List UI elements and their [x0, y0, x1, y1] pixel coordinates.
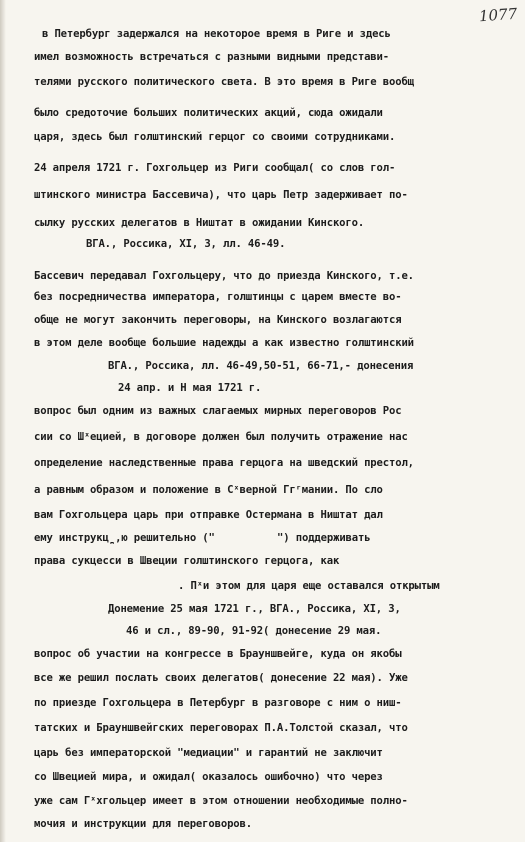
- text-line: штинского министра Бассевича), что царь Петр задерживает по-: [34, 189, 408, 201]
- text-line: царь без императорской "медиации" и гарантий не заключит: [34, 747, 383, 759]
- citation-line: 46 и сл., 89-90, 91-92( донесение 29 мая.: [126, 625, 382, 637]
- scan-edge: [0, 0, 6, 842]
- text-line: права сукцесси в Швеции голштинского герцога, как: [34, 555, 340, 567]
- text-line: со Швецией мира, и ожидал( оказалось ошибочно) что через: [34, 771, 383, 783]
- text-line: имел возможность встречаться с разными видными представи-: [34, 51, 389, 63]
- text-line: вопрос об участии на конгрессе в Брауншвейге, куда он якобы: [34, 648, 402, 660]
- text-line: было средоточие больших политических акций, сюда ожидали: [34, 107, 383, 119]
- text-line: без посредничества императора, голштинцы с царем вместе во-: [34, 291, 402, 303]
- text-line: вопрос был одним из важных слагаемых мирных переговоров Рос: [34, 405, 402, 417]
- text-line: все же решил послать своих делегатов( донесение 22 мая). Уже: [34, 672, 408, 684]
- text-line: Бассевич передавал Гохгольцеру, что до приезда Кинского, т.е.: [34, 270, 414, 282]
- text-line: в этом деле вообще большие надежды а как известно голштинский: [34, 337, 414, 349]
- text-line: обще не могут закончить переговоры, на Кинского возлагаются: [34, 314, 402, 326]
- text-line: а равным образом и положение в Сˣверной Ггʳмании. По сло: [34, 484, 383, 496]
- text-line: 24 апреля 1721 г. Гохгольцер из Риги сообщал( со слов гол-: [34, 162, 396, 174]
- text-line: по приезде Гохгольцера в Петербург в разговоре с ним о ниш-: [34, 697, 402, 709]
- text-line: уже сам Гˣхгольцер имеет в этом отношении необходимые полно-: [34, 795, 408, 807]
- citation-line: Донемение 25 мая 1721 г., ВГА., Россика, XI, 3,: [108, 603, 401, 615]
- text-line: вам Гохгольцера царь при отправке Остермана в Ништат дал: [34, 509, 383, 521]
- citation-line: ВГА., Россика, лл. 46-49,50-51, 66-71,- донесения: [108, 360, 414, 372]
- text-line: царя, здесь был голштинский герцог со своими сотрудниками.: [34, 131, 396, 143]
- text-line: мочия и инструкции для переговоров.: [34, 818, 252, 830]
- citation-line: 24 апр. и Н мая 1721 г.: [118, 382, 262, 394]
- text-line: татских и Брауншвейгских переговорах П.А.Толстой сказал, что: [34, 722, 408, 734]
- citation-line: ВГА., Россика, XI, 3, лл. 46-49.: [86, 238, 286, 250]
- text-line: определение наследственные права герцога на шведский престол,: [34, 457, 414, 469]
- text-line: . Пˣи этом для царя еще оставался открытым: [178, 580, 440, 592]
- text-line: сии со Шˣецией, в договоре должен был получить отражение нас: [34, 431, 408, 443]
- text-line: в Петербург задержался на некоторое время в Риге и здесь: [42, 28, 391, 40]
- page-number: 1077: [478, 4, 518, 26]
- text-line: телями русского политического света. В это время в Риге вообщ: [34, 76, 414, 88]
- text-line: сылку русских делегатов в Ништат в ожидании Кинского.: [34, 217, 365, 229]
- text-line: ему инструкц̪,ю решительно (" ") поддерживать: [34, 532, 371, 544]
